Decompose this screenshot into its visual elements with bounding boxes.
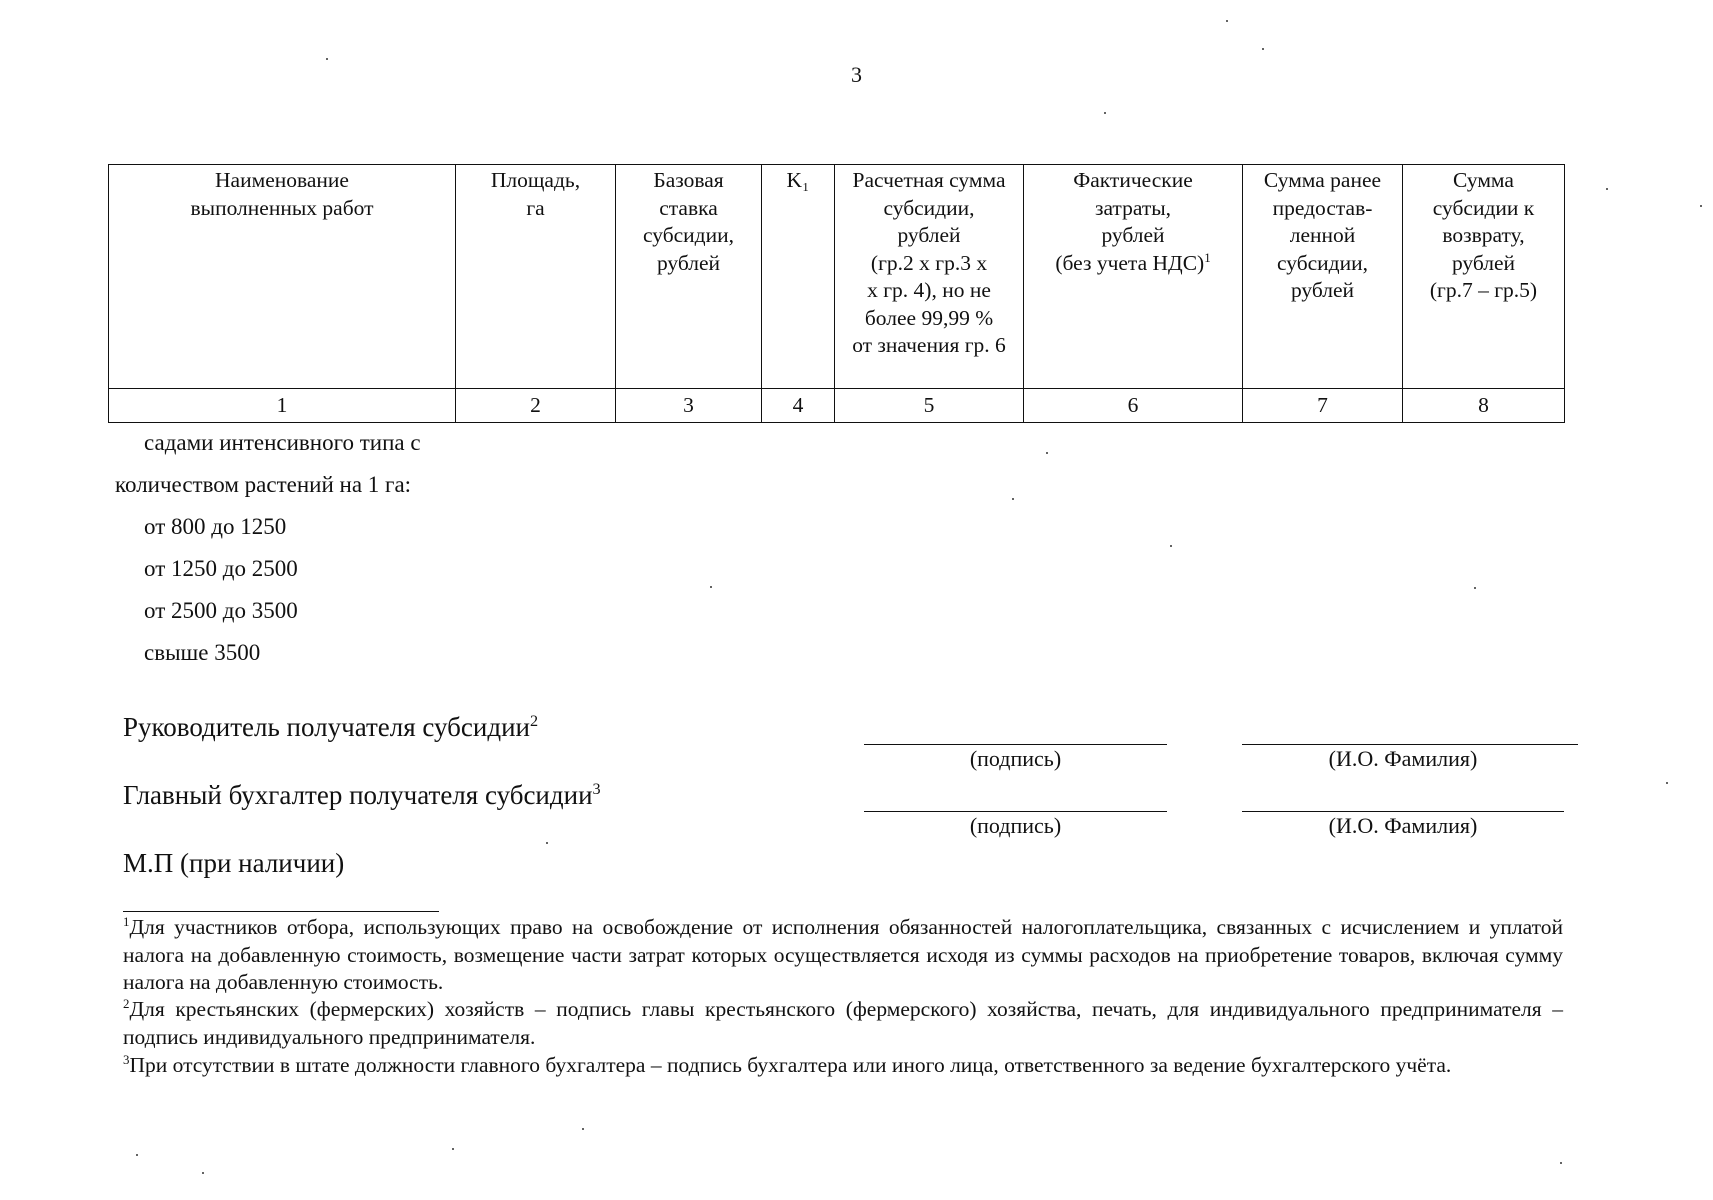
subsidy-table [108, 164, 1565, 423]
column-number: 5 [835, 389, 1024, 423]
header-line: рублей [1101, 223, 1165, 247]
row-label: от 1250 до 2500 [144, 556, 298, 581]
row-label: от 2500 до 3500 [144, 598, 298, 623]
header-line: от значения гр. 6 [852, 333, 1006, 357]
seal-label: М.П (при наличии) [123, 848, 345, 878]
header-line: (гр.7 – гр.5) [1429, 278, 1538, 302]
accountant-signature-line [864, 811, 1167, 812]
header-line: рублей [656, 250, 721, 275]
column-number-row [109, 389, 1565, 423]
footnote-1: $^1$Для участников отбора, использующих право на освобождение от исполнения обязанностей налогоплательщика, связанных с исчислением и уплатой налога на добавленную стоимость, возмещение части затрат которых осуществляется исходя из суммы расходов на приобретение товаров, включая сумму налога на добавленную стоимость. [123, 914, 1563, 994]
header-line: более 99,99 % [864, 305, 994, 330]
row-label: количеством растений на 1 га: [115, 472, 412, 497]
header-line: га [526, 195, 545, 220]
header-line: Базовая [653, 168, 724, 192]
column-number: 8 [1403, 389, 1565, 423]
header-line: Наименование [215, 168, 349, 192]
header-col-7 [1243, 165, 1403, 389]
header-line: рублей [1290, 278, 1355, 302]
header-col-2 [456, 165, 616, 389]
row-label: от 800 до 1250 [144, 514, 287, 539]
table-header-row [109, 165, 1565, 389]
accountant-signature-label: Главный бухгалтер получателя субсидии$^3$ [123, 780, 601, 810]
column-number: 7 [1243, 389, 1403, 423]
header-col-6 [1024, 165, 1243, 389]
header-line: предостав- [1272, 195, 1373, 220]
header-col-3 [616, 165, 762, 389]
header-col-5 [835, 165, 1024, 389]
header-line: субсидии, [883, 195, 975, 220]
header-line: выполненных работ [190, 195, 374, 220]
header-col-4 [762, 165, 835, 389]
header-line: Сумма ранее [1263, 168, 1382, 192]
page-number: 3 [851, 62, 862, 87]
head-signature-line [864, 744, 1167, 745]
accountant-name-line [1242, 811, 1564, 812]
header-line: субсидии, [1276, 250, 1369, 275]
name-caption: (И.О. Фамилия) [1328, 813, 1478, 838]
name-caption: (И.О. Фамилия) [1328, 746, 1478, 771]
header-line: (гр.2 х гр.3 х [870, 250, 988, 275]
signature-caption: (подпись) [969, 746, 1062, 771]
header-line: субсидии к [1432, 195, 1535, 220]
column-number: 6 [1024, 389, 1243, 423]
footnote-separator [123, 911, 439, 912]
header-line: затраты, [1094, 195, 1172, 220]
header-line: субсидии, [642, 223, 735, 247]
header-line: ленной [1289, 223, 1356, 247]
header-line: х гр. 4), но не [867, 278, 991, 302]
column-number: 3 [616, 389, 762, 423]
head-name-line [1242, 744, 1578, 745]
row-label: свыше 3500 [144, 640, 261, 665]
column-number: 1 [109, 389, 456, 423]
header-col-8 [1403, 165, 1565, 389]
column-number: 4 [762, 389, 835, 423]
header-line: Расчетная сумма [852, 168, 1006, 192]
header-line: рублей [1451, 250, 1516, 275]
footnote-2: $^2$Для крестьянских (фермерских) хозяйств – подпись главы крестьянского (фермерского) хозяйства, печать, для индивидуального предпринимателя – подпись индивидуального предпринимателя. [123, 996, 1563, 1049]
footnote-3: $^3$При отсутствии в штате должности главного бухгалтера – подпись бухгалтера или иного лица, ответственного за ведение бухгалтерского учёта. [123, 1052, 1452, 1077]
header-line: ставка [659, 195, 718, 220]
header-line: возврату, [1442, 223, 1525, 247]
header-line: рублей [897, 223, 961, 247]
head-signature-label: Руководитель получателя субсидии$^2$ [123, 712, 539, 742]
header-line: Сумма [1453, 168, 1514, 192]
header-col-1 [109, 165, 456, 389]
header-line: Площадь, [490, 168, 581, 192]
signature-caption: (подпись) [969, 813, 1062, 838]
header-line: K₁ [786, 168, 810, 192]
header-line: Фактические [1073, 168, 1193, 192]
header-line: (без учета НДС)$^1$ [1055, 250, 1211, 275]
column-number: 2 [456, 389, 616, 423]
row-label: садами интенсивного типа с [144, 430, 421, 455]
footnote-mark: 1 [1204, 250, 1211, 265]
